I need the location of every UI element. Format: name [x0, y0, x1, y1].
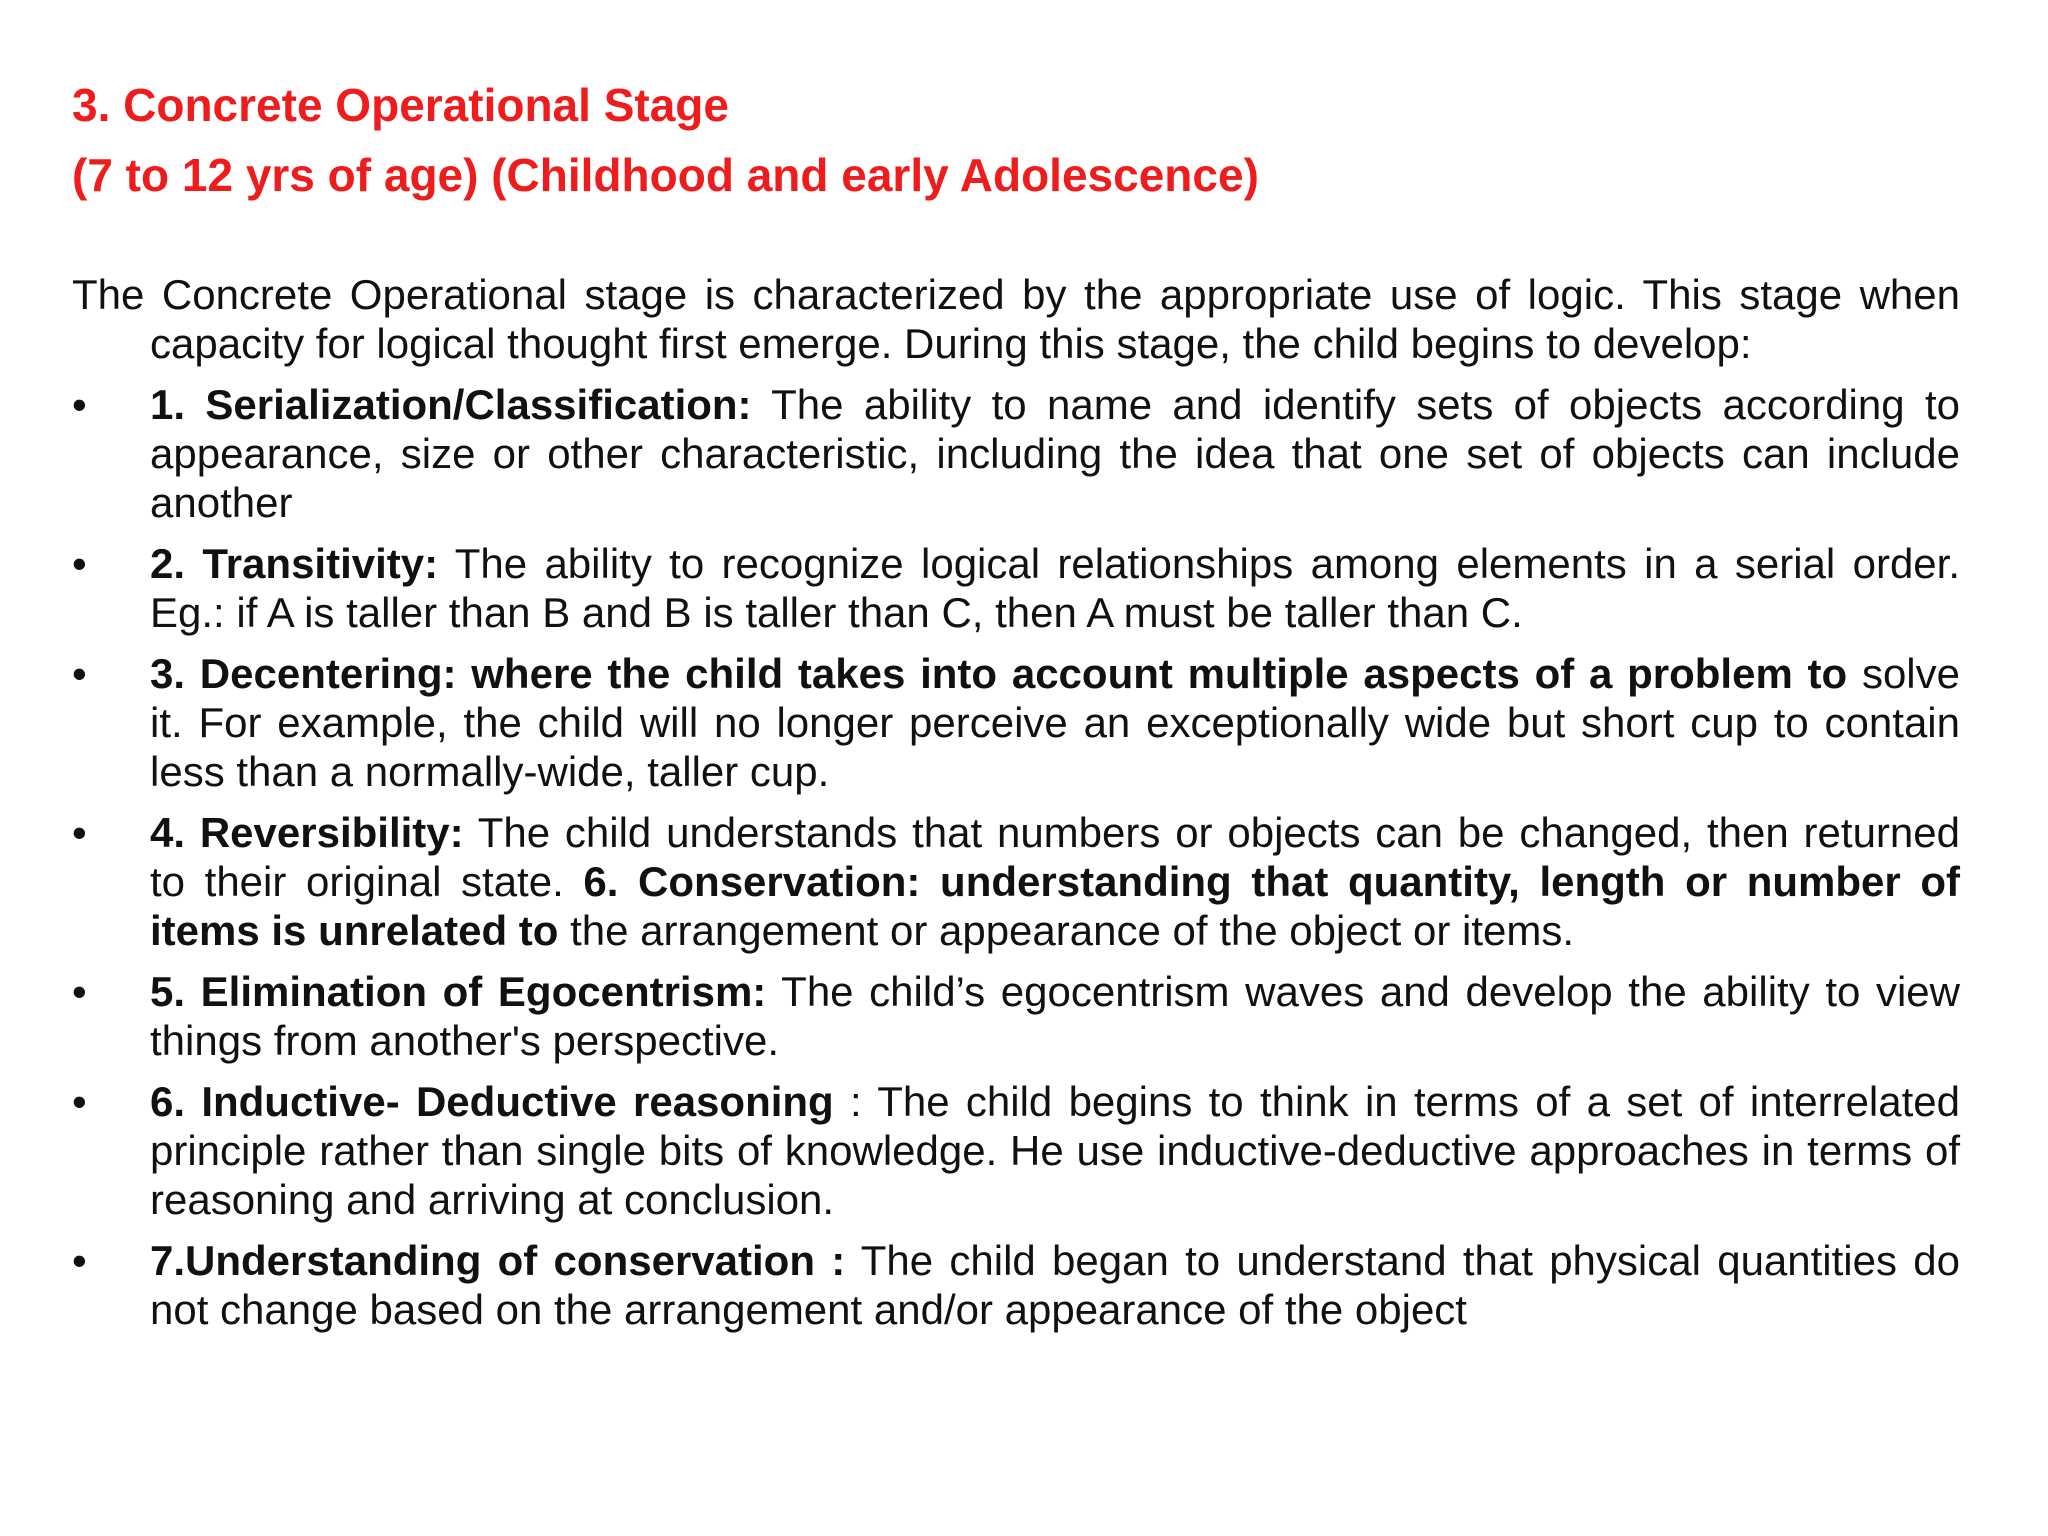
list-item: [72, 380, 1960, 527]
point-label: 5. Elimination of Egocentrism:: [150, 968, 767, 1015]
point-text: solve it. For example, the child will no longer perceive an exceptionally wide but short cup to contain less than a normally-wide, taller cup.: [150, 650, 1960, 795]
stage-points-list: [72, 380, 1960, 1334]
bullet-icon: •: [72, 381, 87, 428]
list-item: [72, 539, 1960, 637]
point-label-secondary: 6. Conservation: understanding that quantity, length or number of items is unrelated to: [150, 858, 1960, 954]
point-text: The child’s egocentrism waves and develop the ability to view things from another's perspective.: [150, 968, 1961, 1064]
point-label: 2. Transitivity:: [150, 540, 439, 587]
point-label: 6. Inductive- Deductive reasoning: [150, 1078, 834, 1125]
point-label: 3. Decentering: where the child takes into account multiple aspects of a problem to: [150, 650, 1848, 697]
list-item: [72, 649, 1960, 796]
point-text: The child understands that numbers or objects can be changed, then returned to their original state.: [150, 809, 1960, 905]
point-label: 4. Reversibility:: [150, 809, 464, 856]
bullet-icon: •: [72, 809, 87, 856]
intro-paragraph: The Concrete Operational stage is characterized by the appropriate use of logic. This stage when capacity for logical thought first emerge. During this stage, the child begins to develop:: [72, 271, 1960, 367]
point-label: 7.Understanding of conservation :: [150, 1237, 846, 1284]
list-item: [72, 1077, 1960, 1224]
list-item: [72, 808, 1960, 955]
point-text: The ability to recognize logical relationships among elements in a serial order. Eg.: if A is taller than B and B is taller than C, then A must be taller than C.: [150, 540, 1960, 636]
list-item: [72, 1236, 1960, 1334]
bullet-icon: •: [72, 968, 87, 1015]
bullet-icon: •: [72, 650, 87, 697]
bullet-icon: •: [72, 1078, 87, 1125]
point-label: 1. Serialization/Classification:: [150, 381, 752, 428]
title-line-2: (7 to 12 yrs of age) (Childhood and early Adolescence): [72, 149, 1259, 201]
bullet-icon: •: [72, 540, 87, 587]
bullet-icon: •: [72, 1237, 87, 1284]
title-line-1: 3. Concrete Operational Stage: [72, 79, 729, 131]
slide-body: [72, 270, 1960, 1346]
list-item: [72, 967, 1960, 1065]
point-text: The ability to name and identify sets of objects according to appearance, size or other characteristic, including the idea that one set of objects can include another: [150, 381, 1960, 526]
slide-title: [72, 70, 1972, 210]
point-text-secondary: the arrangement or appearance of the object or items.: [558, 907, 1575, 954]
point-text: The child began to understand that physical quantities do not change based on the arrangement and/or appearance of the object: [150, 1237, 1960, 1333]
point-text: : The child begins to think in terms of a set of interrelated principle rather than single bits of knowledge. He use inductive-deductive approaches in terms of reasoning and arriving at conclusion.: [150, 1078, 1961, 1223]
